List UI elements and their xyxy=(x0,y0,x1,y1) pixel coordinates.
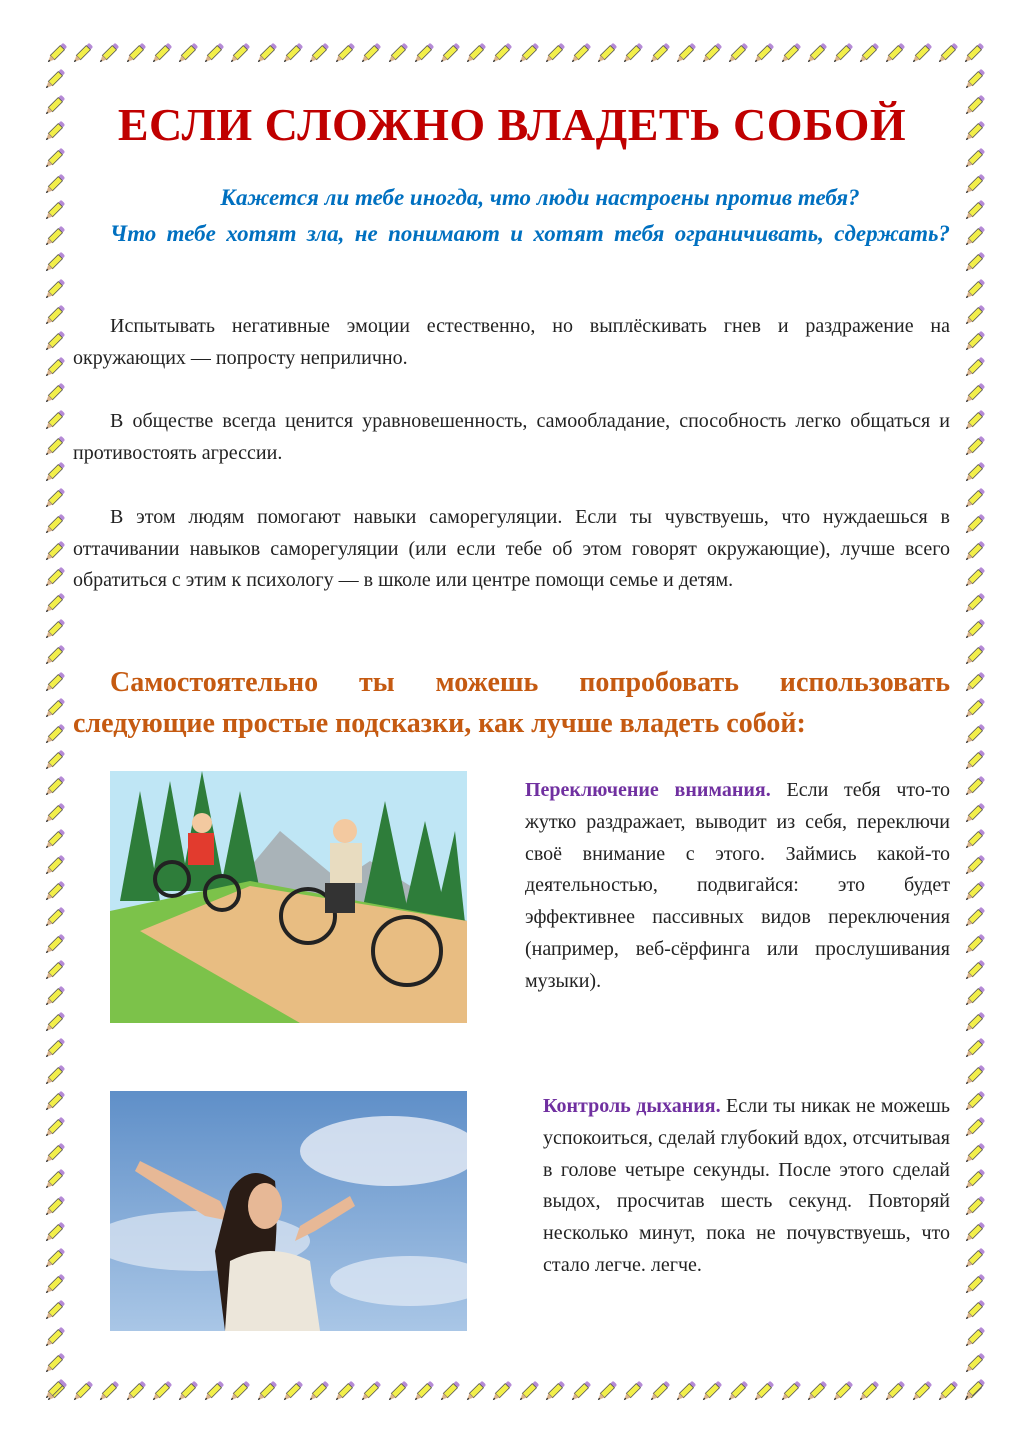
pencil-icon xyxy=(42,278,66,302)
pencil-icon xyxy=(962,147,986,171)
pencil-icon xyxy=(568,1380,592,1404)
pencil-icon xyxy=(962,278,986,302)
pencil-icon xyxy=(962,933,986,957)
pencil-icon xyxy=(42,1247,66,1271)
pencil-icon xyxy=(42,671,66,695)
pencil-icon xyxy=(962,1378,986,1402)
pencil-icon xyxy=(42,959,66,983)
pencil-icon xyxy=(280,42,304,66)
pencil-icon xyxy=(42,644,66,668)
tips-heading: Самостоятельно ты можешь попробовать использовать следующие простые подсказки, как лучше владеть собой: xyxy=(73,667,950,739)
pencil-icon xyxy=(751,1380,775,1404)
tip-text: Если ты никак не можешь успокоиться, сделай глубокий вдох, отсчитывая в голове четыре секунды. После этого сделай выдох, просчитав шесть секунд. Повторяй несколько минут, пока не почувствуешь, что стало легче. легче. xyxy=(543,1095,951,1276)
tip-text: Если тебя что-то жутко раздражает, выводит из себя, переключи своё внимание с этого. Займись какой-то деятельностью, подвигайся: это будет эффективнее пассивных видов переключения (например, веб-сёрфинга или прослушивания музыки). xyxy=(525,779,950,992)
pencil-icon xyxy=(149,1380,173,1404)
pencil-icon xyxy=(725,42,749,66)
pencil-icon xyxy=(516,42,540,66)
pencil-icon xyxy=(620,1380,644,1404)
pencil-icon xyxy=(962,592,986,616)
pencil-icon xyxy=(42,199,66,223)
pencil-icon xyxy=(280,1380,304,1404)
pencil-icon xyxy=(699,42,723,66)
pencil-icon xyxy=(935,42,959,66)
pencil-icon xyxy=(962,1352,986,1376)
tip-title: Контроль дыхания. xyxy=(543,1095,721,1117)
pencil-icon xyxy=(594,42,618,66)
pencil-icon xyxy=(96,1380,120,1404)
pencil-icon xyxy=(647,42,671,66)
pencil-icon xyxy=(306,42,330,66)
pencil-icon xyxy=(594,1380,618,1404)
pencil-icon xyxy=(542,1380,566,1404)
pencil-icon xyxy=(437,42,461,66)
pencil-icon xyxy=(830,42,854,66)
pencil-icon xyxy=(962,854,986,878)
pencil-icon xyxy=(332,42,356,66)
cyclists-image xyxy=(110,771,467,1023)
pencil-icon xyxy=(962,304,986,328)
pencil-icon xyxy=(962,173,986,197)
pencil-icon xyxy=(42,1011,66,1035)
pencil-icon xyxy=(962,435,986,459)
pencil-icon xyxy=(909,1380,933,1404)
pencil-icon xyxy=(516,1380,540,1404)
pencil-icon xyxy=(42,68,66,92)
pencil-icon xyxy=(962,251,986,275)
pencil-icon xyxy=(201,42,225,66)
tip-title: Переключение внимания. xyxy=(525,779,771,801)
pencil-icon xyxy=(42,225,66,249)
pencil-icon xyxy=(358,1380,382,1404)
pencil-icon xyxy=(962,775,986,799)
pencil-icon xyxy=(647,1380,671,1404)
pencil-icon xyxy=(962,828,986,852)
pencil-icon xyxy=(42,1195,66,1219)
pencil-icon xyxy=(830,1380,854,1404)
pencil-icon xyxy=(42,1299,66,1323)
pencil-icon xyxy=(70,42,94,66)
pencil-icon xyxy=(962,356,986,380)
pencil-icon xyxy=(149,42,173,66)
pencil-icon xyxy=(175,42,199,66)
pencil-icon xyxy=(962,409,986,433)
pencil-icon xyxy=(306,1380,330,1404)
pencil-icon xyxy=(962,461,986,485)
paragraph-2: В обществе всегда ценится уравновешенность, самообладание, способность легко общаться и противостоять агрессии. xyxy=(73,410,950,464)
pencil-icon xyxy=(962,959,986,983)
pencil-icon xyxy=(358,42,382,66)
pencil-icon xyxy=(42,749,66,773)
pencil-icon xyxy=(962,566,986,590)
pencil-icon xyxy=(962,1273,986,1297)
pencil-icon xyxy=(725,1380,749,1404)
paragraph-1: Испытывать негативные эмоции естественно, но выплёскивать гнев и раздражение на окружающих — попросту неприлично. xyxy=(73,315,950,369)
pencil-icon xyxy=(385,1380,409,1404)
pencil-icon xyxy=(804,1380,828,1404)
pencil-icon xyxy=(962,487,986,511)
paragraph-3: В этом людям помогают навыки саморегуляции. Если ты чувствуешь, что нуждаешься в оттачивании навыков саморегуляции (или если тебе об этом говорят окружающие), лучше всего обратиться с этим к психологу — в школе или центре помощи семье и детям. xyxy=(73,506,950,591)
pencil-icon xyxy=(332,1380,356,1404)
pencil-icon xyxy=(751,42,775,66)
pencil-icon xyxy=(42,461,66,485)
pencil-icon xyxy=(962,723,986,747)
pencil-icon xyxy=(227,42,251,66)
pencil-icon xyxy=(962,1090,986,1114)
pencil-icon xyxy=(962,671,986,695)
pencil-icon xyxy=(962,749,986,773)
pencil-icon xyxy=(411,1380,435,1404)
pencil-icon xyxy=(962,1116,986,1140)
pencil-icon xyxy=(42,1168,66,1192)
pencil-icon xyxy=(42,1221,66,1245)
pencil-icon xyxy=(175,1380,199,1404)
pencil-icon xyxy=(961,42,985,66)
pencil-icon xyxy=(42,802,66,826)
pencil-icon xyxy=(42,1090,66,1114)
pencil-icon xyxy=(962,330,986,354)
pencil-icon xyxy=(227,1380,251,1404)
pencil-icon xyxy=(962,120,986,144)
pencil-icon xyxy=(42,933,66,957)
pencil-icon xyxy=(42,697,66,721)
pencil-icon xyxy=(962,540,986,564)
pencil-icon xyxy=(962,1011,986,1035)
pencil-icon xyxy=(882,1380,906,1404)
pencil-icon xyxy=(962,880,986,904)
pencil-icon xyxy=(385,42,409,66)
pencil-icon xyxy=(411,42,435,66)
pencil-icon xyxy=(778,42,802,66)
pencil-icon xyxy=(42,1273,66,1297)
pencil-icon xyxy=(962,68,986,92)
pencil-icon xyxy=(123,1380,147,1404)
pencil-icon xyxy=(201,1380,225,1404)
pencil-icon xyxy=(962,644,986,668)
pencil-icon xyxy=(42,906,66,930)
pencil-icon xyxy=(962,985,986,1009)
pencil-icon xyxy=(962,1168,986,1192)
pencil-icon xyxy=(673,1380,697,1404)
pencil-icon xyxy=(42,1378,66,1402)
pencil-icon xyxy=(542,42,566,66)
subtitle-line-1: Кажется ли тебе иногда, что люди настроены против тебя? xyxy=(220,185,860,210)
pencil-icon xyxy=(42,487,66,511)
tip-attention-switch xyxy=(525,775,950,998)
pencil-icon xyxy=(962,199,986,223)
pencil-icon xyxy=(489,42,513,66)
pencil-icon xyxy=(673,42,697,66)
pencil-icon xyxy=(962,1195,986,1219)
pencil-icon xyxy=(962,1299,986,1323)
pencil-icon xyxy=(962,618,986,642)
subtitle-line-2: Что тебе хотят зла, не понимают и хотят тебя ограничивать, сдержать? xyxy=(110,221,950,246)
pencil-icon xyxy=(962,1247,986,1271)
pencil-icon xyxy=(42,1037,66,1061)
pencil-icon xyxy=(568,42,592,66)
pencil-icon xyxy=(962,1326,986,1350)
pencil-icon xyxy=(437,1380,461,1404)
pencil-icon xyxy=(42,1064,66,1088)
pencil-icon xyxy=(42,592,66,616)
pencil-icon xyxy=(962,94,986,118)
pencil-icon xyxy=(70,1380,94,1404)
pencil-icon xyxy=(962,1037,986,1061)
pencil-icon xyxy=(42,435,66,459)
pencil-icon xyxy=(962,382,986,406)
pencil-icon xyxy=(882,42,906,66)
pencil-icon xyxy=(42,1352,66,1376)
pencil-icon xyxy=(96,42,120,66)
pencil-icon xyxy=(962,225,986,249)
tip-breathing-control xyxy=(543,1091,950,1282)
pencil-icon xyxy=(254,42,278,66)
pencil-icon xyxy=(42,251,66,275)
pencil-icon xyxy=(42,1142,66,1166)
pencil-icon xyxy=(962,513,986,537)
pencil-icon xyxy=(935,1380,959,1404)
pencil-icon xyxy=(44,42,68,66)
pencil-icon xyxy=(42,1326,66,1350)
pencil-icon xyxy=(962,697,986,721)
pencil-icon xyxy=(489,1380,513,1404)
pencil-icon xyxy=(962,1221,986,1245)
pencil-icon xyxy=(123,42,147,66)
pencil-icon xyxy=(254,1380,278,1404)
pencil-icon xyxy=(463,1380,487,1404)
pencil-icon xyxy=(42,304,66,328)
pencil-icon xyxy=(804,42,828,66)
pencil-icon xyxy=(909,42,933,66)
pencil-icon xyxy=(463,42,487,66)
pencil-icon xyxy=(962,802,986,826)
pencil-icon xyxy=(42,880,66,904)
pencil-icon xyxy=(42,513,66,537)
pencil-icon xyxy=(42,540,66,564)
subtitle xyxy=(110,180,950,252)
pencil-icon xyxy=(42,723,66,747)
pencil-icon xyxy=(42,330,66,354)
pencil-icon xyxy=(42,356,66,380)
pencil-icon xyxy=(42,566,66,590)
pencil-icon xyxy=(42,173,66,197)
pencil-icon xyxy=(778,1380,802,1404)
pencil-icon xyxy=(699,1380,723,1404)
breathing-woman-image xyxy=(110,1091,467,1331)
pencil-icon xyxy=(620,42,644,66)
pencil-icon xyxy=(42,1116,66,1140)
pencil-icon xyxy=(42,409,66,433)
pencil-icon xyxy=(42,828,66,852)
pencil-icon xyxy=(856,42,880,66)
page-title: ЕСЛИ СЛОЖНО ВЛАДЕТЬ СОБОЙ xyxy=(117,99,907,150)
pencil-icon xyxy=(42,775,66,799)
pencil-icon xyxy=(962,906,986,930)
pencil-icon xyxy=(42,382,66,406)
pencil-icon xyxy=(962,1064,986,1088)
pencil-icon xyxy=(856,1380,880,1404)
pencil-icon xyxy=(962,1142,986,1166)
pencil-icon xyxy=(42,618,66,642)
pencil-icon xyxy=(42,854,66,878)
pencil-icon xyxy=(42,985,66,1009)
